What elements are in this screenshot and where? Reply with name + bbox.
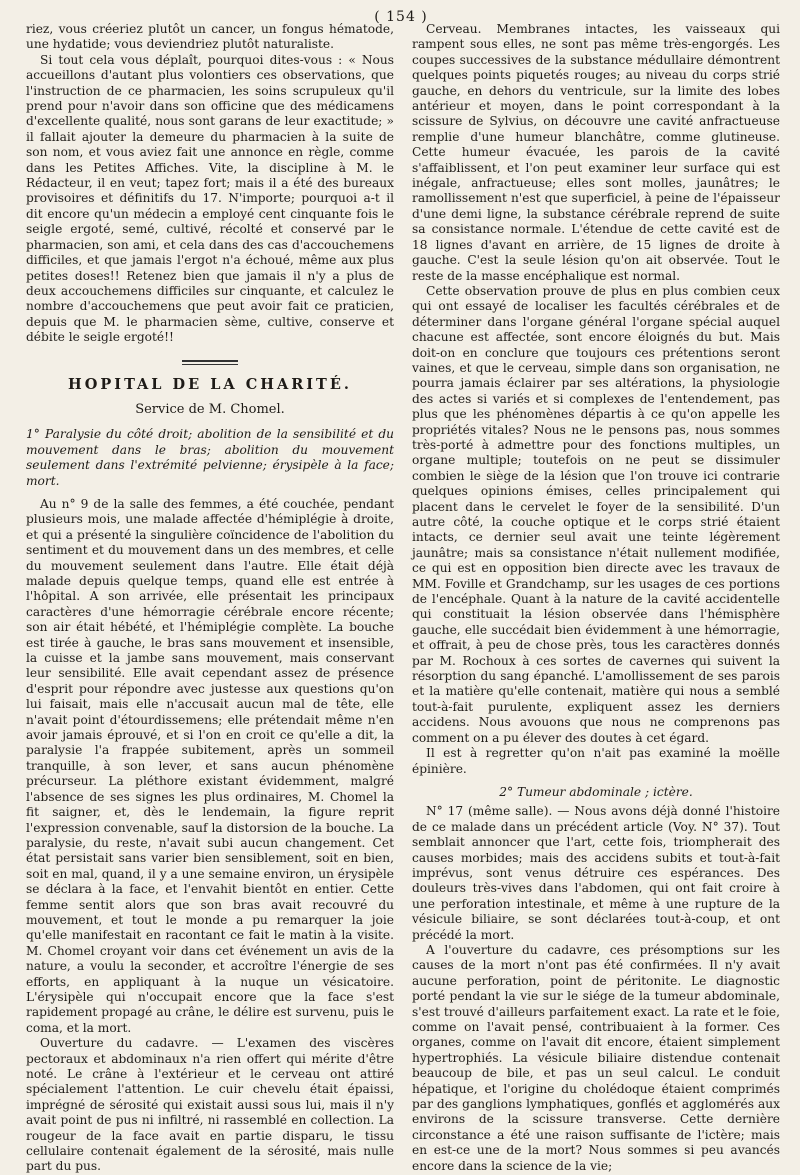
- right-column: [412, 22, 780, 1173]
- page-number: ( 154 ): [374, 9, 428, 25]
- hospital-heading: HOPITAL DE LA CHARITÉ.: [68, 375, 352, 393]
- left-column: [26, 22, 394, 1174]
- section-divider: [182, 360, 238, 365]
- paragraph: Ouverture du cadavre. — L'examen des viscères pectoraux et abdominaux n'a rien offert qui mérite d'être noté. Le crâne à l'extérieur et le cerveau ont attiré spécialement l'attention. Le cuir chevelu était épaissi, imprégné de sérosité qui existait aussi sous lui, mais il n'y avait point de pus ni infiltré, ni rassemblé en collection. La rougeur de la face avait en partie disparu, le tissu cellulaire contenait également de la sérosité, mais nulle part du pus.: [26, 1036, 394, 1174]
- paragraph: riez, vous créeriez plutôt un cancer, un fongus hématode, une hydatide; vous deviendriez plutôt naturaliste.: [26, 22, 394, 52]
- paragraph: Au n° 9 de la salle des femmes, a été couchée, pendant plusieurs mois, une malade affectée d'hémiplégie à droite, et qui a présenté la singulière coïncidence de l'abolition du sentiment et du mouvement dans un des membres, et celle du mouvement seulement dans l'autre. Elle était déjà malade depuis quelque temps, quand elle est entrée à l'hôpital. A son arrivée, elle présentait les principaux caractères d'une hémorragie cérébrale encore récente; son air était hébété, et l'hémiplégie complète. La bouche est tirée à gauche, le bras sans mouvement et insensible, la cuisse et la jambe sans mouvement, mais conservant leur sensibilité. Elle avait cependant assez de présence d'esprit pour répondre avec justesse aux questions qu'on lui faisait, mais elle n'accusait aucun mal de tête, elle n'avait point d'étourdissemens; elle prétendait même n'en avoir jamais éprouvé, et si l'on en croit ce qu'elle a dit, la paralysie l'a frappée subitement, après un sommeil tranquille, à son lever, et sans aucun phénomène précurseur. La pléthore existant évidemment, malgré l'absence de ses signes les plus ordinaires, M. Chomel la fit saigner, et, dès le lendemain, la figure reprit l'expression convenable, sauf la distorsion de la bouche. La paralysie, du reste, n'avait subi aucun changement. Cet état persistait sans varier bien sensiblement, soit en bien, soit en mal, quand, il y a une semaine environ, un érysipèle se déclara à la face, et l'envahit bientôt en entier. Cette femme sentit alors que son bras avait recouvré du mouvement, et tout le monde a pu remarquer la joie qu'elle manifestait en racontant ce fait le matin à la visite. M. Chomel croyant voir dans cet événement un avis de la nature, a voulu la seconder, et accroître l'énergie de ses efforts, en appliquant à la nuque un vésicatoire. L'érysipèle qui n'occupait encore que la face s'est rapidement propagé au crâne, le délire est survenu, puis le coma, et la mort.: [26, 496, 394, 1035]
- case-title: 1° Paralysie du côté droit; abolition de la sensibilité et du mouvement dans le bras; abolition du mouvement seulement dans l'extrémité pelvienne; érysipèle à la face; mort.: [26, 427, 394, 488]
- paragraph: N° 17 (même salle). — Nous avons déjà donné l'histoire de ce malade dans un précédent article (Voy. N° 37). Tout semblait annoncer que l'art, cette fois, triompherait des causes morbides; mais des accidens subits et tout-à-fait imprévus, sont venus détruire ces espérances. Des douleurs très-vives dans l'abdomen, qui ont fait croire à une perforation intestinale, et même à une rupture de la vésicule biliaire, se sont déclarées tout-à-coup, et ont précédé la mort.: [412, 804, 780, 942]
- paragraph: Si tout cela vous déplaît, pourquoi dites-vous : « Nous accueillons d'autant plus volontiers ces observations, que l'instruction de ce pharmacien, les soins scrupuleux qu'il prend pour n'avoir dans son officine que des médicamens d'excellente qualité, nous sont garans de leur exactitude; » il fallait ajouter la demeure du pharmacien à la suite de son nom, et vous aviez fait une annonce en règle, comme dans les Petites Affiches. Vite, la discipline à M. le Rédacteur, il en veut; tapez fort; mais il a été des bureaux provisoires et définitifs du 17. N'importe; pourquoi a-t il dit encore qu'un médecin a employé cent cinquante fois le seigle ergoté, semé, cultivé, récolté et conservé par le pharmacien, son ami, et cela dans des cas d'accouchemens difficiles, et que jamais l'ergot n'a échoué, même aux plus petites doses!! Retenez bien que jamais il n'y a plus de deux accouchemens difficiles sur cinquante, et calculez le nombre d'accouchemens que peut avoir fait ce praticien, depuis que M. le pharmacien sème, cultive, conserve et débite le seigle ergoté!!: [26, 52, 394, 345]
- case-title: 2° Tumeur abdominale ; ictère.: [499, 784, 693, 799]
- paragraph: Cette observation prouve de plus en plus combien ceux qui ont essayé de localiser les facultés cérébrales et de déterminer dans l'organe général l'organe spécial auquel chacune est affectée, sont encore éloignés du but. Mais doit-on en conclure que toujours ces prétentions seront vaines, et que le cerveau, simple dans son organisation, ne pourra jamais éclairer par ses altérations, la physiologie des actes si variés et si complexes de l'entendement, pas plus que les phénomènes départis à ce qu'on appelle les propriétés vitales? Nous ne le pensons pas, nous sommes très-porté à admettre pour des fonctions multiples, un organe multiple; toutefois on ne peut se dissimuler combien le siège de la lésion que l'on trouve ici contrarie quelques opinions émises, celles principalement qui placent dans le cervelet le foyer de la sensibilité. D'un autre côté, la couche optique et le corps strié étaient intacts, ce dernier seul avait une teinte légèrement jaunâtre; mais sa consistance n'était nullement modifiée, ce qui est en opposition bien directe avec les travaux de MM. Foville et Grandchamp, sur les usages de ces portions de l'encéphale. Quant à la nature de la cavité accidentelle qui constituait la lésion observée dans l'hémisphère gauche, elle succédait bien évidemment à une hémorragie, et offrait, à peu de chose près, tous les caractères donnés par M. Rochoux à ces sortes de cavernes qui suivent la résorption du sang épanché. L'amollissement de ses parois et la matière qu'elle contenait, matière qui nous a semblé tout-à-fait purulente, expliquent assez les derniers accidens. Nous avouons que nous ne comprenons pas comment on a pu élever des doutes à cet égard.: [412, 283, 780, 745]
- paragraph: Il est à regretter qu'on n'ait pas examiné la moëlle épinière.: [412, 746, 780, 776]
- two-column-body: [26, 22, 780, 1174]
- paragraph: Cerveau. Membranes intactes, les vaisseaux qui rampent sous elles, ne sont pas même très-engorgés. Les coupes successives de la substance médullaire démontrent quelques points piquetés rouges; au niveau du corps strié gauche, en dehors du ventricule, sur la limite des lobes antérieur et moyen, dans le point correspondant à la scissure de Sylvius, on découvre une cavité anfractueuse remplie d'une humeur blanchâtre, comme glutineuse. Cette humeur évacuée, les parois de la cavité s'affaiblissent, et l'on peut examiner leur surface qui est inégale, anfractueuse; elles sont molles, jaunâtres; le ramollissement n'est que superficiel, à peine de l'épaisseur d'une demi ligne, la substance cérébrale reprend de suite sa consistance normale. L'étendue de cette cavité est de 18 lignes d'avant en arrière, de 15 lignes de droite à gauche. C'est la seule lésion qu'on ait observée. Tout le reste de la masse encéphalique est normal.: [412, 22, 780, 283]
- service-line: Service de M. Chomel.: [135, 401, 285, 417]
- paragraph: A l'ouverture du cadavre, ces présomptions sur les causes de la mort n'ont pas été confirmées. Il n'y avait aucune perforation, point de péritonite. Le diagnostic porté pendant la vie sur le siége de la tumeur abdominale, s'est trouvé d'ailleurs parfaitement exact. La rate et le foie, comme on l'avait pensé, contribuaient à la former. Ces organes, comme on l'avait dit encore, étaient simplement hypertrophiés. La vésicule biliaire distendue contenait beaucoup de bile, et pas un seul calcul. Le conduit hépatique, et l'origine du cholédoque étaient comprimés par des ganglions lymphatiques, gonflés et agglomérés aux environs de la scissure transverse. Cette dernière circonstance a été une raison suffisante de l'ictère; mais en est-ce une de la mort? Nous sommes si peu avancés encore dans la science de la vie;: [412, 942, 780, 1173]
